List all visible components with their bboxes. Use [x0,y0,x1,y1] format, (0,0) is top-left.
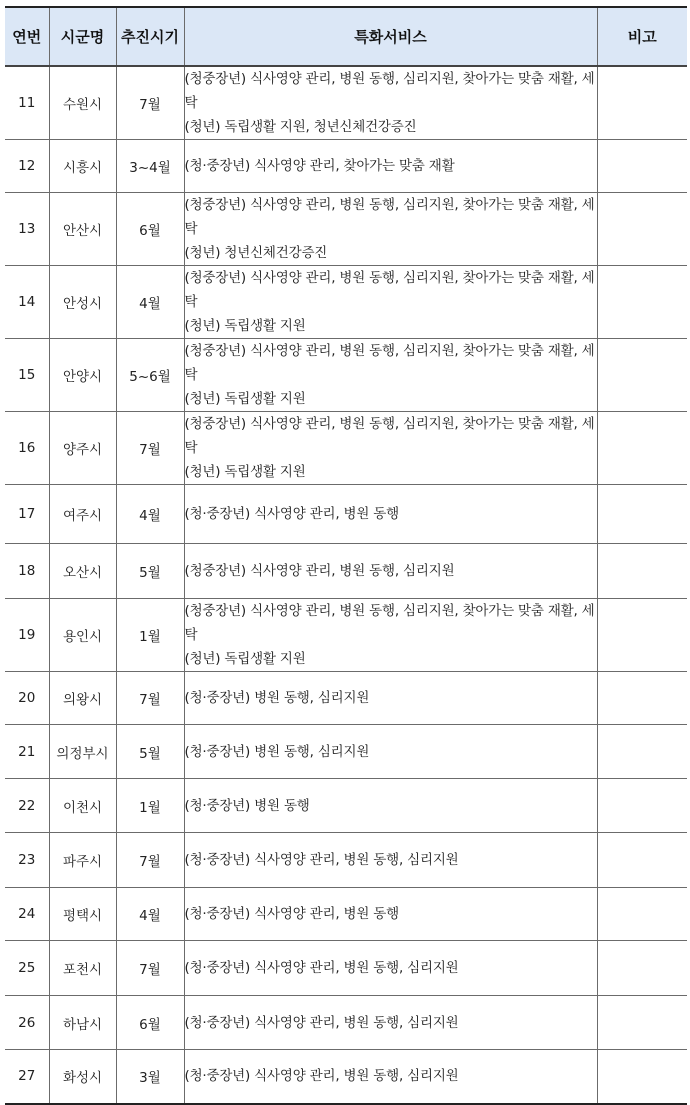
row-number: 19 [5,599,49,672]
table-row [5,66,687,140]
period: 5월 [116,725,184,779]
row-number: 18 [5,544,49,599]
service-line: (청중장년) 식사영양 관리, 병원 동행, 심리지원, 찾아가는 맞춤 재활, 세탁 [184,416,595,456]
note-cell [597,412,687,485]
service-cell [184,266,597,339]
period: 7월 [116,941,184,996]
city-name: 하남시 [49,996,116,1050]
service-line: (청·중장년) 식사영양 관리, 병원 동행, 심리지원 [184,1068,459,1085]
header-note: 비고 [597,7,687,66]
row-number: 16 [5,412,49,485]
table-row [5,599,687,672]
header-period: 추진시기 [116,7,184,66]
row-number: 26 [5,996,49,1050]
service-cell [184,339,597,412]
service-line: (청중장년) 식사영양 관리, 병원 동행, 심리지원, 찾아가는 맞춤 재활, 세탁 [184,197,595,237]
table-row [5,266,687,339]
table-row [5,996,687,1050]
note-cell [597,339,687,412]
row-number: 23 [5,833,49,888]
row-number: 22 [5,779,49,833]
service-line: (청·중장년) 식사영양 관리, 병원 동행 [184,906,399,922]
service-line: (청년) 독립생활 지원 [184,391,306,407]
service-cell [184,485,597,544]
service-cell [184,725,597,779]
city-name: 안성시 [49,266,116,339]
row-number: 14 [5,266,49,339]
row-number: 12 [5,140,49,193]
city-name: 화성시 [49,1050,116,1104]
city-name: 파주시 [49,833,116,888]
table-row [5,544,687,599]
service-line: (청·중장년) 식사영양 관리, 병원 동행 [184,506,399,522]
row-number: 11 [5,66,49,140]
period: 7월 [116,66,184,140]
service-line: (청년) 독립생활 지원 [184,318,306,334]
note-cell [597,599,687,672]
period: 3월 [116,1050,184,1104]
service-cell [184,672,597,725]
period: 1월 [116,779,184,833]
note-cell [597,833,687,888]
city-name: 시흥시 [49,140,116,193]
table-row [5,725,687,779]
city-name: 의정부시 [49,725,116,779]
service-cell [184,888,597,941]
period: 1월 [116,599,184,672]
service-cell [184,412,597,485]
service-cell [184,833,597,888]
header-no: 연번 [5,7,49,66]
service-line: (청중장년) 식사영양 관리, 병원 동행, 심리지원, 찾아가는 맞춤 재활, 세탁 [184,71,595,111]
row-number: 21 [5,725,49,779]
table-row [5,888,687,941]
row-number: 17 [5,485,49,544]
service-cell [184,599,597,672]
note-cell [597,485,687,544]
table-row [5,672,687,725]
table-row [5,193,687,266]
service-line: (청중장년) 식사영양 관리, 병원 동행, 심리지원, 찾아가는 맞춤 재활, 세탁 [184,270,595,310]
table-body [5,66,687,1104]
service-line: (청중장년) 식사영양 관리, 병원 동행, 심리지원, 찾아가는 맞춤 재활, 세탁 [184,603,595,643]
service-line: (청년) 독립생활 지원 [184,651,306,667]
service-line: (청중장년) 식사영양 관리, 병원 동행, 심리지원, 찾아가는 맞춤 재활, 세탁 [184,343,595,383]
note-cell [597,779,687,833]
note-cell [597,193,687,266]
service-line: (청·중장년) 식사영양 관리, 찾아가는 맞춤 재활 [184,158,455,174]
period: 7월 [116,833,184,888]
table-row [5,779,687,833]
service-line: (청·중장년) 병원 동행, 심리지원 [184,690,370,706]
row-number: 24 [5,888,49,941]
note-cell [597,140,687,193]
period: 5~6월 [116,339,184,412]
service-line: (청년) 청년신체건강증진 [184,245,328,261]
service-line: (청·중장년) 병원 동행 [184,797,310,814]
service-line: (청중장년) 식사영양 관리, 병원 동행, 심리지원 [184,563,455,579]
city-name: 수원시 [49,66,116,140]
table-row [5,412,687,485]
service-cell [184,996,597,1050]
table-row [5,1050,687,1104]
table-row [5,941,687,996]
service-line: (청·중장년) 병원 동행, 심리지원 [184,743,370,760]
header-city: 시군명 [49,7,116,66]
note-cell [597,266,687,339]
period: 3~4월 [116,140,184,193]
period: 5월 [116,544,184,599]
table-row [5,485,687,544]
row-number: 13 [5,193,49,266]
service-cell [184,193,597,266]
note-cell [597,544,687,599]
period: 4월 [116,485,184,544]
service-line: (청년) 독립생활 지원 [184,464,306,480]
service-line: (청·중장년) 식사영양 관리, 병원 동행, 심리지원 [184,1014,459,1031]
service-cell [184,140,597,193]
city-name: 안산시 [49,193,116,266]
note-cell [597,941,687,996]
note-cell [597,1050,687,1104]
service-line: (청·중장년) 식사영양 관리, 병원 동행, 심리지원 [184,960,459,976]
city-name: 오산시 [49,544,116,599]
service-cell [184,941,597,996]
note-cell [597,66,687,140]
note-cell [597,996,687,1050]
table-row [5,833,687,888]
period: 7월 [116,412,184,485]
row-number: 25 [5,941,49,996]
note-cell [597,725,687,779]
city-name: 여주시 [49,485,116,544]
city-name: 양주시 [49,412,116,485]
row-number: 15 [5,339,49,412]
note-cell [597,888,687,941]
service-line: (청년) 독립생활 지원, 청년신체건강증진 [184,119,417,135]
city-name: 용인시 [49,599,116,672]
row-number: 27 [5,1050,49,1104]
service-cell [184,1050,597,1104]
header-service: 특화서비스 [184,7,597,66]
note-cell [597,672,687,725]
period: 4월 [116,266,184,339]
city-name: 포천시 [49,941,116,996]
city-name: 의왕시 [49,672,116,725]
city-name: 이천시 [49,779,116,833]
period: 6월 [116,996,184,1050]
header-row [5,7,687,66]
service-line: (청·중장년) 식사영양 관리, 병원 동행, 심리지원 [184,852,459,868]
table-row [5,339,687,412]
city-name: 안양시 [49,339,116,412]
service-cell [184,779,597,833]
period: 7월 [116,672,184,725]
service-cell [184,544,597,599]
service-table [5,6,687,1105]
service-cell [184,66,597,140]
city-name: 평택시 [49,888,116,941]
row-number: 20 [5,672,49,725]
table-row [5,140,687,193]
period: 6월 [116,193,184,266]
period: 4월 [116,888,184,941]
